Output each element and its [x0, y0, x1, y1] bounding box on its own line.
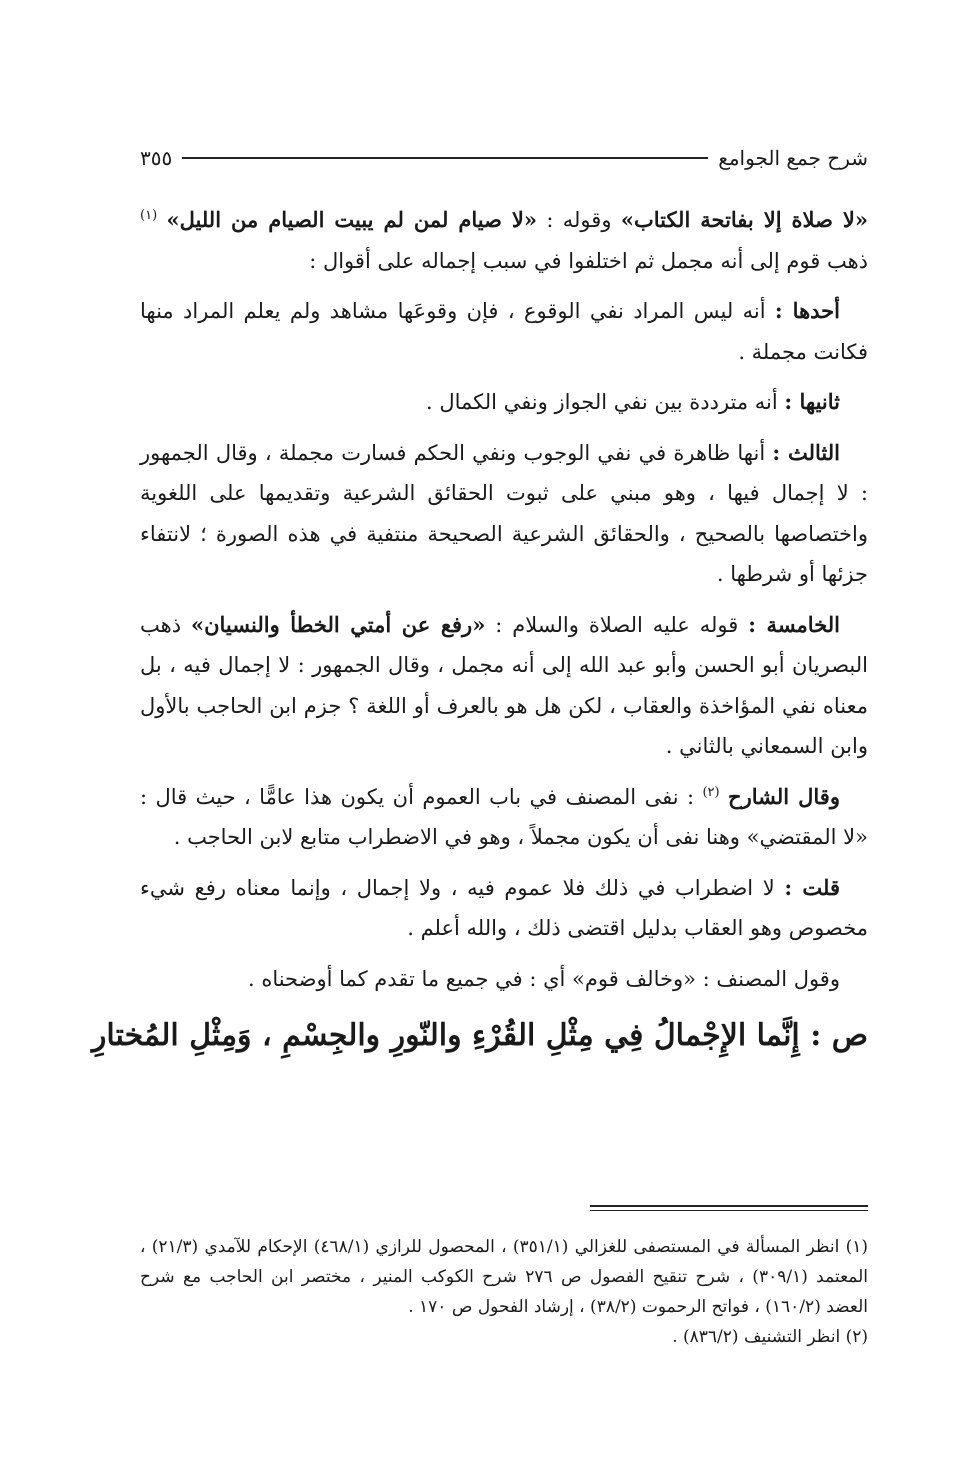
text-span: ذهب البصريان أبو الحسن وأبو عبد الله إلى أنه مجمل ، وقال الجمهور : لا إجمال فيه ، بل معناه نفي المؤاخذة والعقاب ، لكن هل هو بالعرف أو اللغة ؟ جزم ابن الحاجب بالأول وابن السمعاني بالثاني .	[140, 612, 868, 758]
section-label: الخامسة :	[748, 611, 840, 637]
running-header	[140, 138, 868, 178]
hadith-quote-3: «رفع عن أمتي الخطأ والنسيان»	[190, 611, 486, 637]
text-span: لا اضطراب في ذلك فلا عموم فيه ، ولا إجمال ، وإنما معناه رفع شيء مخصوص وهو العقاب بدليل اقتضى ذلك ، والله أعلم .	[140, 875, 868, 940]
paragraph-8	[140, 959, 868, 1000]
text-span: وقول المصنف : «وخالف قوم» أي : في جميع ما تقدم كما أوضحناه .	[247, 966, 840, 991]
page-content	[91, 138, 868, 1061]
hadith-quote-1: «لا صلاة إلا بفاتحة الكتاب»	[620, 207, 868, 232]
text-span: قوله عليه الصلاة والسلام :	[485, 612, 749, 637]
section-label: قلت :	[784, 874, 840, 900]
section-label: الثالث :	[772, 439, 840, 465]
text-span: وقوله :	[537, 208, 621, 232]
footnotes	[140, 1232, 868, 1352]
footnote-2: (٢) انظر التشنيف (٨٣٦/٢) .	[672, 1327, 868, 1347]
footnote-ref-2: (٢)	[702, 784, 720, 800]
body-text	[91, 200, 868, 1061]
section-label: ثانيها :	[784, 389, 840, 414]
paragraph-4	[140, 433, 868, 595]
footnote-1: (١) انظر المسألة في المستصفى للغزالي (٣٥١/١) ، المحصول للرازي (٤٦٨/١) الإحكام للآمدي (٢١/٣) ، المعتمد (٣٠٩/١) ، شرح تنقيح الفصول ص ٢٧٦ شرح الكوكب المنير ، مختصر ابن الحاجب مع شرح العضد (١٦٠/٢) ، فواتح الرحموت (٣٨/٢) ، إرشاد الفحول ص ١٧٠ .	[140, 1237, 868, 1317]
matn-verse: ص : إِنَّما الإِجْمالُ فِي مِثْلِ القُرْءِ والنّورِ والجِسْمِ ، وَمِثْلِ المُختارِ	[91, 1018, 868, 1053]
paragraph-3	[140, 382, 868, 423]
text-span: : نفى المصنف في باب العموم أن يكون هذا عامًّا ، حيث قال : «لا المقتضي» وهنا نفى أن يكون مجملاً ، وهو في الاضطراب متابع لابن الحاجب .	[140, 784, 868, 849]
text-span: أنها ظاهرة في نفي الوجوب ونفي الحكم فسارت مجملة ، وقال الجمهور : لا إجمال فيها ، وهو مبني على ثبوت الحقائق الشرعية وتقديمها على اللغوية واختصاصها بالصحيح ، والحقائق الشرعية الصحيحة منتفية في هذه الصورة ؛ لانتفاء جزئها أو شرطها .	[140, 440, 868, 586]
text-span: أنه مترددة بين نفي الجواز ونفي الكمال .	[426, 390, 785, 414]
text-span: أنه ليس المراد نفي الوقوع ، فإن وقوعَها مشاهد ولم يعلم المراد منها فكانت مجملة .	[140, 299, 868, 364]
page-number: ٣٥٥	[140, 146, 173, 170]
paragraph-6	[140, 777, 868, 858]
paragraph-7	[140, 868, 868, 949]
header-rule	[182, 157, 708, 159]
section-label: أحدها :	[774, 298, 840, 323]
hadith-quote-2: «لا صيام لمن لم يبيت الصيام من الليل»	[166, 207, 538, 232]
paragraph-2	[140, 291, 868, 372]
text-span: ذهب قوم إلى أنه مجمل ثم اختلفوا في سبب إجماله على أقوال :	[309, 248, 868, 273]
header-title: شرح جمع الجوامع	[718, 146, 868, 170]
footnote-rule	[590, 1205, 868, 1211]
section-label: وقال الشارح	[728, 783, 840, 809]
paragraph-1	[140, 200, 868, 281]
footnote-ref-1: (١)	[140, 208, 158, 223]
paragraph-5	[140, 605, 868, 767]
